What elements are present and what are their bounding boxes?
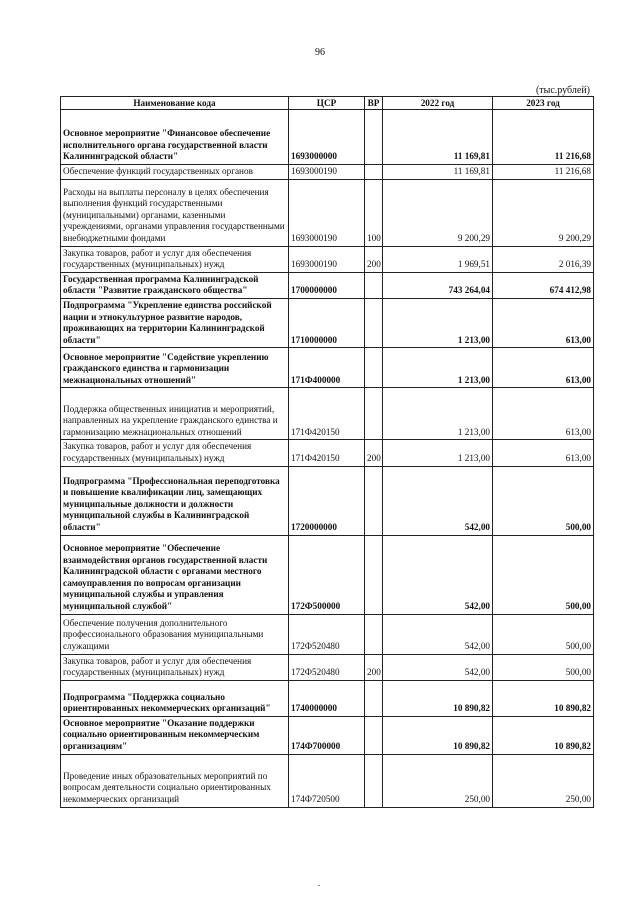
cell-name: Поддержка общественных инициатив и мероприятий, направленных на укрепление гражданского единства и гармонизацию межнациональных отношений <box>61 388 289 440</box>
table-row <box>61 654 594 680</box>
header-vr: ВР <box>365 97 383 110</box>
cell-name: Подпрограмма "Поддержка социально ориентированных некоммерческих организаций" <box>61 680 289 716</box>
cell-csr: 172Ф500000 <box>289 535 365 614</box>
header-2023: 2023 год <box>493 97 594 110</box>
cell-2022: 10 890,82 <box>383 716 493 754</box>
header-csr: ЦСР <box>289 97 365 110</box>
budget-table <box>60 96 594 808</box>
cell-2022: 1 213,00 <box>383 440 493 466</box>
table-row <box>61 614 594 654</box>
cell-csr: 171Ф400000 <box>289 348 365 388</box>
cell-vr <box>365 388 383 440</box>
cell-2022: 250,00 <box>383 754 493 807</box>
table-body <box>61 110 594 808</box>
table-row <box>61 272 594 298</box>
cell-2023: 613,00 <box>493 440 594 466</box>
cell-csr: 1700000000 <box>289 272 365 298</box>
cell-2022: 743 264,04 <box>383 272 493 298</box>
cell-name: Обеспечение получения дополнительного профессионального образования муниципальными служащими <box>61 614 289 654</box>
cell-2022: 11 169,81 <box>383 110 493 165</box>
cell-2023: 674 412,98 <box>493 272 594 298</box>
cell-2023: 613,00 <box>493 388 594 440</box>
cell-csr: 1740000000 <box>289 680 365 716</box>
cell-name: Подпрограмма "Укрепление единства российской нации и этнокультурное развитие народов, проживающих на территории Калининградской области" <box>61 298 289 347</box>
table-row <box>61 388 594 440</box>
table-row <box>61 179 594 246</box>
cell-vr <box>365 298 383 347</box>
cell-csr: 174Ф700000 <box>289 716 365 754</box>
cell-name: Основное мероприятие "Содействие укреплению гражданского единства и гармонизации межнациональных отношений" <box>61 348 289 388</box>
cell-2023: 10 890,82 <box>493 716 594 754</box>
cell-2022: 10 890,82 <box>383 680 493 716</box>
table-row <box>61 716 594 754</box>
cell-vr <box>365 110 383 165</box>
cell-csr: 1720000000 <box>289 466 365 535</box>
cell-csr: 172Ф520480 <box>289 654 365 680</box>
cell-2022: 9 200,29 <box>383 179 493 246</box>
cell-2023: 10 890,82 <box>493 680 594 716</box>
cell-2023: 2 016,39 <box>493 246 594 272</box>
cell-2023: 250,00 <box>493 754 594 807</box>
cell-vr: 200 <box>365 654 383 680</box>
cell-2023: 11 216,68 <box>493 110 594 165</box>
cell-2023: 613,00 <box>493 298 594 347</box>
cell-2023: 500,00 <box>493 654 594 680</box>
cell-2023: 613,00 <box>493 348 594 388</box>
header-name: Наименование кода <box>61 97 289 110</box>
cell-vr: 200 <box>365 440 383 466</box>
cell-vr <box>365 614 383 654</box>
cell-vr <box>365 348 383 388</box>
cell-2022: 1 213,00 <box>383 348 493 388</box>
table-row <box>61 165 594 180</box>
table-row <box>61 754 594 807</box>
scan-speck <box>318 885 320 886</box>
cell-vr <box>365 165 383 180</box>
cell-csr: 1693000000 <box>289 110 365 165</box>
cell-name: Закупка товаров, работ и услуг для обеспечения государственных (муниципальных) нужд <box>61 440 289 466</box>
page-number: 96 <box>315 47 325 58</box>
cell-vr <box>365 535 383 614</box>
cell-2023: 9 200,29 <box>493 179 594 246</box>
cell-csr: 1710000000 <box>289 298 365 347</box>
cell-2022: 542,00 <box>383 614 493 654</box>
cell-vr: 100 <box>365 179 383 246</box>
cell-csr: 1693000190 <box>289 246 365 272</box>
cell-name: Подпрограмма "Профессиональная переподготовка и повышение квалификации лиц, замещающих муниципальные должности и должности муниципальной службы в Калининградской области" <box>61 466 289 535</box>
cell-2022: 542,00 <box>383 466 493 535</box>
cell-2022: 542,00 <box>383 654 493 680</box>
table-row <box>61 298 594 347</box>
cell-vr <box>365 716 383 754</box>
cell-name: Обеспечение функций государственных органов <box>61 165 289 180</box>
cell-name: Основное мероприятие "Обеспечение взаимодействия органов государственной власти Калининградской области с органами местного самоуправления по вопросам организации муниципальной службы и управления муниципальной службой" <box>61 535 289 614</box>
cell-2022: 542,00 <box>383 535 493 614</box>
cell-2023: 500,00 <box>493 614 594 654</box>
header-2022: 2022 год <box>383 97 493 110</box>
cell-2022: 11 169,81 <box>383 165 493 180</box>
cell-vr <box>365 680 383 716</box>
cell-vr <box>365 466 383 535</box>
table-row <box>61 680 594 716</box>
cell-name: Основное мероприятие "Финансовое обеспечение исполнительного органа государственной власти Калининградской области" <box>61 110 289 165</box>
table-row <box>61 110 594 165</box>
cell-csr: 174Ф720500 <box>289 754 365 807</box>
cell-2022: 1 969,51 <box>383 246 493 272</box>
table-row <box>61 466 594 535</box>
cell-2023: 11 216,68 <box>493 165 594 180</box>
cell-csr: 171Ф420150 <box>289 440 365 466</box>
cell-csr: 1693000190 <box>289 165 365 180</box>
cell-2022: 1 213,00 <box>383 298 493 347</box>
table-row <box>61 535 594 614</box>
units-label: (тыс.рублей) <box>535 85 590 96</box>
cell-vr <box>365 754 383 807</box>
table-row <box>61 440 594 466</box>
cell-name: Закупка товаров, работ и услуг для обеспечения государственных (муниципальных) нужд <box>61 654 289 680</box>
cell-name: Основное мероприятие "Оказание поддержки социально ориентированным некоммерческим организациям" <box>61 716 289 754</box>
cell-csr: 172Ф520480 <box>289 614 365 654</box>
cell-2022: 1 213,00 <box>383 388 493 440</box>
cell-2023: 500,00 <box>493 466 594 535</box>
cell-vr: 200 <box>365 246 383 272</box>
table-header-row <box>61 97 594 110</box>
cell-name: Государственная программа Калининградской области "Развитие гражданского общества" <box>61 272 289 298</box>
cell-vr <box>365 272 383 298</box>
table-row <box>61 246 594 272</box>
cell-csr: 171Ф420150 <box>289 388 365 440</box>
cell-csr: 1693000190 <box>289 179 365 246</box>
cell-name: Проведение иных образовательных мероприятий по вопросам деятельности социально ориентированных некоммерческих организаций <box>61 754 289 807</box>
table-row <box>61 348 594 388</box>
cell-2023: 500,00 <box>493 535 594 614</box>
cell-name: Закупка товаров, работ и услуг для обеспечения государственных (муниципальных) нужд <box>61 246 289 272</box>
cell-name: Расходы на выплаты персоналу в целях обеспечения выполнения функций государственными (муниципальными) органами, казенными учреждениями, органами управления государственными внебюджетными фондами <box>61 179 289 246</box>
